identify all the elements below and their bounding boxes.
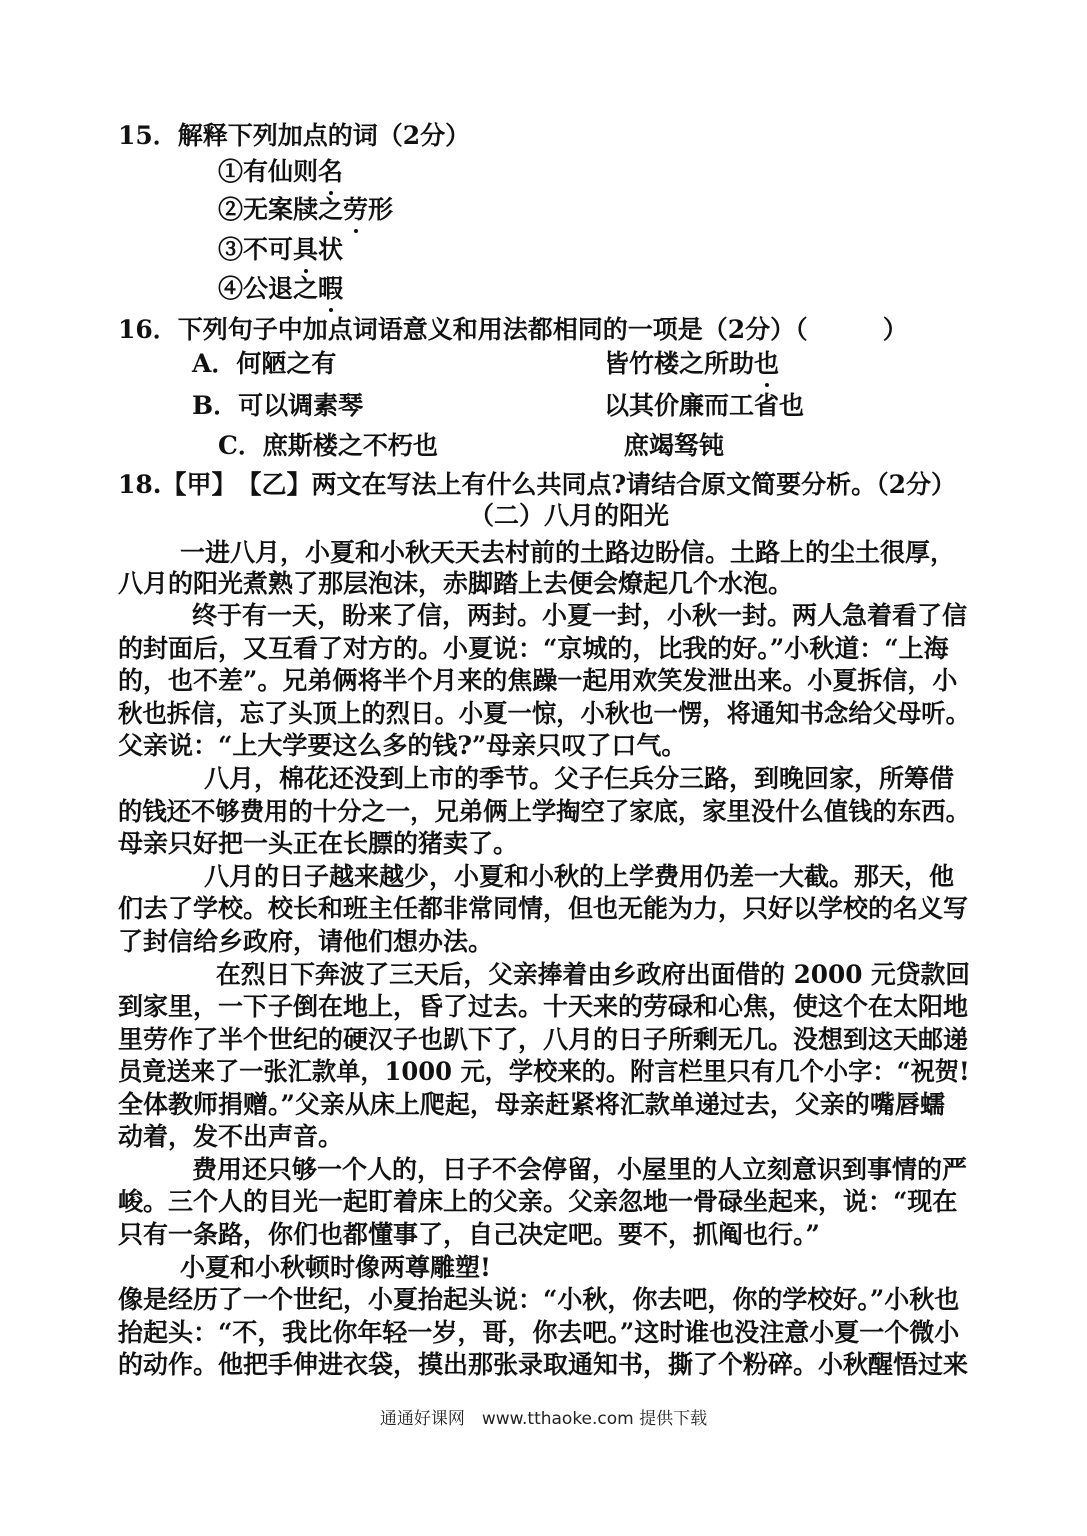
passage-line: 抬起头：“不，我比你年轻一岁，哥，你去吧。”这时谁也没注意小夏一个微小 — [118, 1318, 960, 1347]
passage-line: 的动作。他把手伸进衣袋，摸出那张录取通知书，撕了个粉碎。小秋醒悟过来 — [118, 1350, 969, 1379]
q16-option-a-right: 皆竹楼之所助也 — [604, 349, 780, 378]
passage-line: 们去了学校。校长和班主任都非常同情，但也无能为力，只好以学校的名义写 — [118, 894, 969, 923]
passage-line: 员竟送来了一张汇款单，1000 元，学校来的。附言栏里只有几个小字：“祝贺! — [118, 1057, 970, 1086]
passage-line: 动着，发不出声音。 — [118, 1122, 344, 1151]
passage-line: 全体教师捐赠。”父亲从床上爬起，母亲赶紧将汇款单递过去，父亲的嘴唇蠕 — [118, 1090, 945, 1119]
q16-option-c-right: 庶竭驽钝 — [624, 431, 725, 460]
passage-line: 的钱还不够费用的十分之一，兄弟俩上学掏空了家底，家里没什么值钱的东西。 — [118, 797, 971, 826]
passage-line: 八月的日子越来越少，小夏和小秋的上学费用仍差一大截。那天，他 — [204, 862, 955, 891]
passage-line: 终于有一天，盼来了信，两封。小夏一封，小秋一封。两人急着看了信 — [192, 601, 968, 630]
passage-line: 里劳作了半个世纪的硬汉子也趴下了，八月的日子所剩无几。没想到这天邮递 — [118, 1025, 969, 1054]
passage-line: 只有一条路，你们也都懂事了，自己决定吧。要不，抓阄也行。” — [118, 1220, 820, 1249]
passage-line: 父亲说：“上大学要这么多的钱?”母亲只叹了口气。 — [118, 731, 687, 760]
passage-line: 的，也不差”。兄弟俩将半个月来的焦躁一起用欢笑发泄出来。小夏拆信，小 — [118, 666, 958, 695]
passage-line: 像是经历了一个世纪，小夏抬起头说：“小秋，你去吧，你的学校好。”小秋也 — [118, 1285, 960, 1314]
passage-heading: （二）八月的阳光 — [469, 501, 670, 530]
passage-line: 八月的阳光煮熟了那层泡沫，赤脚踏上去便会燎起几个水泡。 — [118, 569, 794, 598]
passage-line: 八月，棉花还没到上市的季节。父子仨兵分三路，到晚回家，所筹借 — [204, 764, 955, 793]
passage-line: 峻。三个人的目光一起盯着床上的父亲。父亲忽地一骨碌坐起来，说：“现在 — [118, 1187, 958, 1216]
passage-line: 小夏和小秋顿时像两尊雕塑! — [180, 1253, 491, 1282]
passage-line: 在烈日下奔波了三天后，父亲捧着由乡政府出面借的 2000 元贷款回 — [216, 960, 970, 989]
passage-line: 到家里，一下子倒在地上，昏了过去。十天来的劳碌和心焦，使这个在太阳地 — [118, 992, 969, 1021]
footer-credit: 通通好课网 www.tthaoke.com 提供下载 — [379, 1409, 708, 1429]
question-15-title: 15．解释下列加点的词（2分） — [118, 121, 471, 150]
q16-option-c: C．庶斯楼之不朽也 — [218, 431, 438, 460]
q15-item-4: ④公退之暇 — [218, 274, 344, 303]
q15-item-2: ②无案牍之劳形 — [218, 195, 394, 224]
passage-line: 秋也拆信，忘了头顶上的烈日。小夏一惊，小秋也一愣，将通知书念给父母听。 — [118, 699, 971, 728]
q16-option-b-right: 以其价廉而工省也 — [604, 391, 805, 420]
q16-option-a: A．何陋之有 — [192, 349, 337, 378]
question-18-title: 18.【甲】 【乙】两文在写法上有什么共同点?请结合原文简要分析。（2分） — [118, 470, 957, 499]
passage-line: 费用还只够一个人的，日子不会停留，小屋里的人立刻意识到事情的严 — [192, 1155, 968, 1184]
passage-line: 母亲只好把一头正在长膘的猪卖了。 — [118, 829, 519, 858]
passage-line: 的封面后，又互看了对方的。小夏说：“京城的，比我的好。”小秋道：“上海 — [118, 634, 949, 663]
passage-line: 了封信给乡政府，请他们想办法。 — [118, 927, 494, 956]
q15-item-1: ①有仙则名 — [218, 157, 344, 186]
passage-line: 一进八月，小夏和小秋天天去村前的土路边盼信。土路上的尘土很厚， — [180, 538, 956, 567]
q15-item-3: ③不可具状 — [218, 235, 344, 264]
q16-option-b: B．可以调素琴 — [192, 391, 364, 420]
question-16-title: 16．下列句子中加点词语意义和用法都相同的一项是（2分）（ ） — [118, 315, 908, 344]
